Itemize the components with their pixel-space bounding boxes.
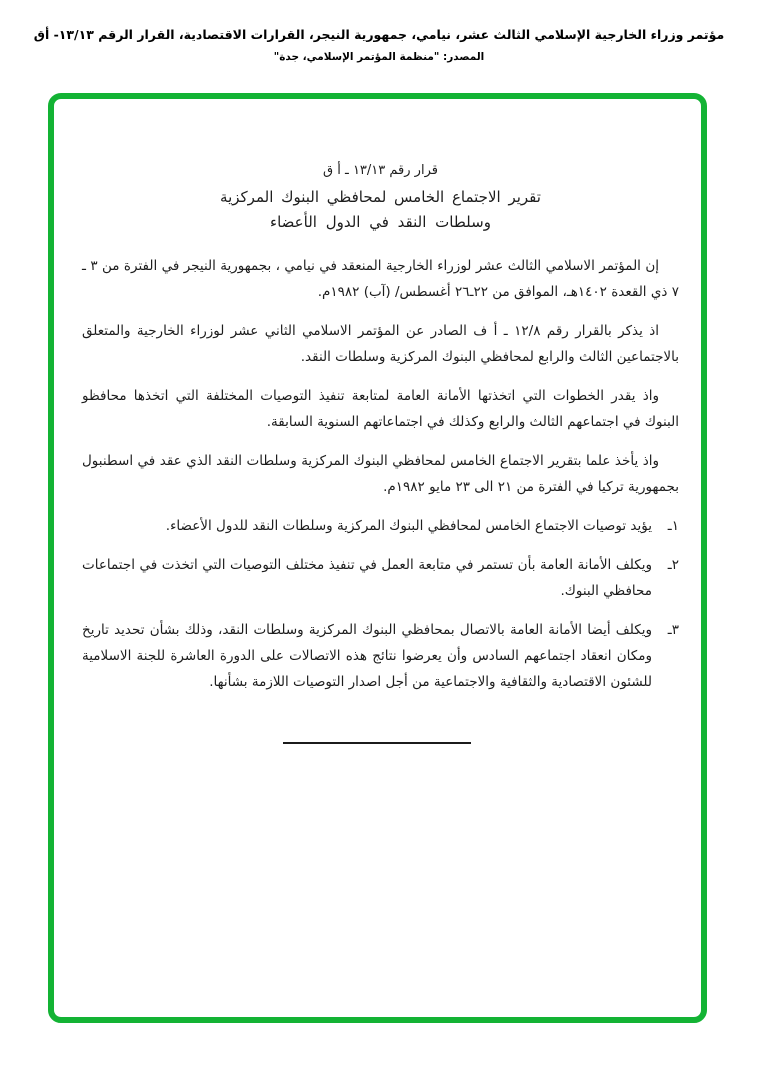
preamble-paragraph-3: واذ يقدر الخطوات التي اتخذتها الأمانة العامة لمتابعة تنفيذ التوصيات المختلفة التي اتخذها محافظو البنوك في اجتماعهم الثالث والرابع وكذلك في اجتماعاتهم السنوية السابقة. xyxy=(82,388,679,430)
resolution-items xyxy=(82,513,679,695)
item-text: ويكلف الأمانة العامة بأن تستمر في متابعة العمل في تنفيذ مختلف التوصيات التي اتخذت في اجتماعات محافظي البنوك. xyxy=(82,557,652,599)
list-item xyxy=(82,617,679,695)
conference-citation: مؤتمر وزراء الخارجية الإسلامي الثالث عشر، نيامي، جمهورية النيجر، القرارات الاقتصادية، القرار الرقم ١٣/١٣- أق xyxy=(33,27,725,42)
item-number: ٢ـ xyxy=(667,557,679,573)
footer-rule xyxy=(283,742,471,744)
scanned-document-frame xyxy=(48,93,707,1023)
preamble-paragraph-4: واذ يأخذ علما بتقرير الاجتماع الخامس لمحافظي البنوك المركزية وسلطات النقد الذي عقد في اسطنبول بجمهورية تركيا في الفترة من ٢١ الى ٢٣ مايو ١٩٨٢م. xyxy=(82,453,679,495)
preamble-paragraph-2: اذ يذكر بالقرار رقم ١٢/٨ ـ أ ف الصادر عن المؤتمر الاسلامي الثاني عشر لوزراء الخارجية والمتعلق بالاجتماعين الثالث والرابع لمحافظي البنوك المركزية وسلطات النقد. xyxy=(82,323,679,365)
resolution-subject-line2: وسلطات النقد في الدول الأعضاء xyxy=(270,213,491,231)
item-text: ويكلف أيضا الأمانة العامة بالاتصال بمحافظي البنوك المركزية وسلطات النقد، وذلك بشأن تحديد تاريخ ومكان انعقاد اجتماعهم السادس وأن يعرضوا نتائج هذه الاتصالات على الدورة العاشرة للجنة الاسلامية للشئون الاقتصادية والثقافية والاجتماعية من أجل اصدار التوصيات اللازمة بشأنها. xyxy=(82,622,652,690)
preamble-paragraph-1: إن المؤتمر الاسلامي الثالث عشر لوزراء الخارجية المنعقد في نيامي ، بجمهورية النيجر في الفترة من ٣ ـ ٧ ذي القعدة ١٤٠٢هـ، الموافق من ٢٢ـ٢٦ أغسطس/ (آب) ١٩٨٢م. xyxy=(82,258,679,300)
source-line: المصدر: "منظمة المؤتمر الإسلامي، جدة" xyxy=(273,51,485,63)
resolution-title xyxy=(82,163,679,231)
list-item xyxy=(82,513,679,539)
item-number: ٣ـ xyxy=(667,622,679,638)
item-text: يؤيد توصيات الاجتماع الخامس لمحافظي البنوك المركزية وسلطات النقد للدول الأعضاء. xyxy=(165,518,652,534)
resolution-subject-line1: تقرير الاجتماع الخامس لمحافظي البنوك المركزية xyxy=(220,188,541,206)
resolution-number: قرار رقم ١٣/١٣ ـ أ ق xyxy=(323,163,438,178)
page-header xyxy=(0,27,758,63)
list-item xyxy=(82,552,679,604)
document-body xyxy=(54,99,701,1017)
item-number: ١ـ xyxy=(667,518,679,534)
